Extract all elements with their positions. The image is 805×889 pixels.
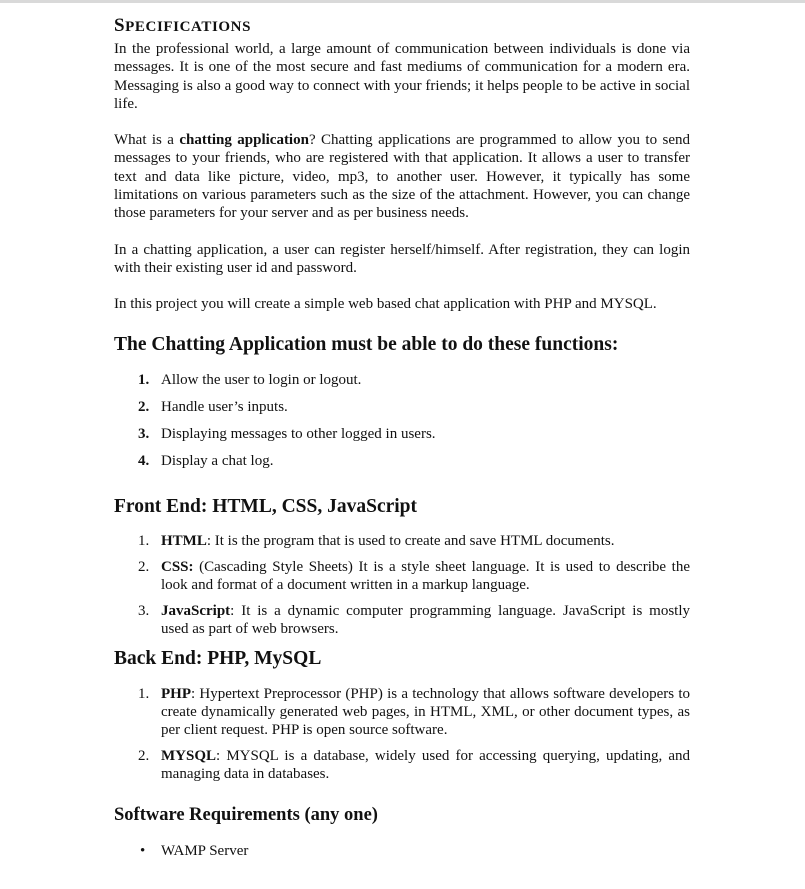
software-list [114,842,690,860]
list-item: 2. MYSQL: MYSQL is a database, widely used for accessing querying, updating, and managing data in databases. [138,747,690,782]
list-item: 2. Handle user’s inputs. [138,398,288,415]
specifications-heading: SPECIFICATIONS [114,15,252,36]
document-page [114,14,690,860]
top-divider [0,0,805,3]
list-item: 3. JavaScript: It is a dynamic computer programming language. JavaScript is mostly used as part of web browsers. [138,602,690,637]
functions-heading: The Chatting Application must be able to do these functions: [114,333,619,355]
back-end-list [114,685,690,783]
list-item: 1. PHP: Hypertext Preprocessor (PHP) is a technology that allows software developers to create dynamically generated web pages, in HTML, XML, or other document types, as per client request. PHP is open source software. [138,685,690,738]
list-item: 2. CSS: (Cascading Style Sheets) It is a style sheet language. It is used to describe the look and format of a document written in a markup language. [138,558,690,593]
functions-list [114,371,690,470]
front-end-heading: Front End: HTML, CSS, JavaScript [114,495,418,517]
list-item: 4. Display a chat log. [138,452,274,469]
registration-paragraph: In a chatting application, a user can register herself/himself. After registration, they can login with their existing user id and password. [114,241,690,276]
list-item: • WAMP Server [140,842,249,859]
list-item: 1. Allow the user to login or logout. [138,371,362,388]
back-end-heading: Back End: PHP, MySQL [114,647,322,669]
software-requirements-heading: Software Requirements (any one) [114,804,378,825]
list-item: 1. HTML: It is the program that is used to create and save HTML documents. [138,532,615,549]
chatting-app-paragraph: What is a chatting application? Chatting applications are programmed to allow you to send messages to your friends, who are registered with that application. It allows a user to transfer text and data like picture, video, mp3, to another user. However, it typically has some limitations on various parameters such as the size of the attachment. However, you can change those parameters for your server and as per business needs. [114,132,690,222]
list-item: 3. Displaying messages to other logged in users. [138,425,436,442]
intro-paragraph: In the professional world, a large amount of communication between individuals is done via messages. It is one of the most secure and fast mediums of communication for a modern era. Messaging is also a good way to connect with your friends; it helps people to be active in social life. [114,41,690,112]
front-end-list [114,532,690,638]
project-paragraph: In this project you will create a simple web based chat application with PHP and MYSQL. [114,296,657,313]
